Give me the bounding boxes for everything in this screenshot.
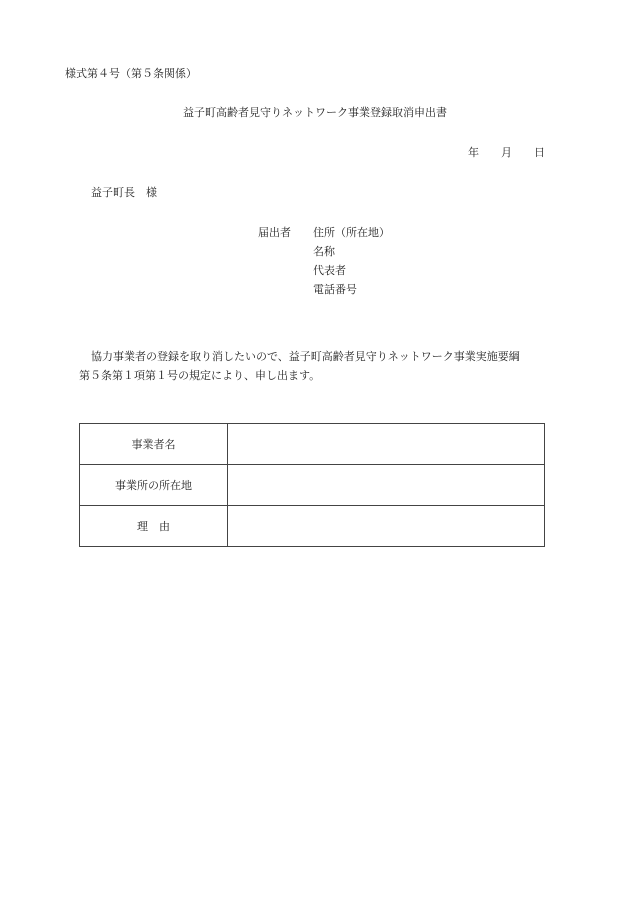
table-row: [80, 424, 545, 465]
business-name-value: [228, 424, 545, 465]
applicant-representative-label: 代表者: [313, 264, 346, 277]
applicant-phone-label: 電話番号: [313, 283, 357, 296]
date-month: 月: [501, 146, 512, 159]
office-address-value: [228, 465, 545, 506]
table-row: [80, 506, 545, 547]
form-number: 様式第４号（第５条関係）: [65, 67, 197, 80]
reason-label: 理 由: [80, 506, 228, 547]
office-address-label: 事業所の所在地: [80, 465, 228, 506]
info-table: [79, 423, 545, 547]
applicant-address-label: 住所（所在地）: [313, 226, 390, 239]
date-day: 日: [534, 146, 545, 159]
date-line: [468, 146, 545, 160]
addressee: 益子町長 様: [91, 186, 157, 199]
applicant-name-label: 名称: [313, 245, 335, 258]
applicant-label: 届出者: [258, 226, 291, 239]
table-row: [80, 465, 545, 506]
document-title: 益子町高齢者見守りネットワーク事業登録取消申出書: [183, 106, 447, 119]
body-line-2: 第５条第１項第１号の規定により、申し出ます。: [79, 369, 321, 382]
body-text: [79, 347, 549, 385]
business-name-label: 事業者名: [80, 424, 228, 465]
reason-value: [228, 506, 545, 547]
date-year: 年: [468, 146, 479, 159]
applicant-fields: [313, 226, 390, 302]
body-line-1: 協力事業者の登録を取り消したいので、益子町高齢者見守りネットワーク事業実施要綱: [91, 350, 520, 363]
